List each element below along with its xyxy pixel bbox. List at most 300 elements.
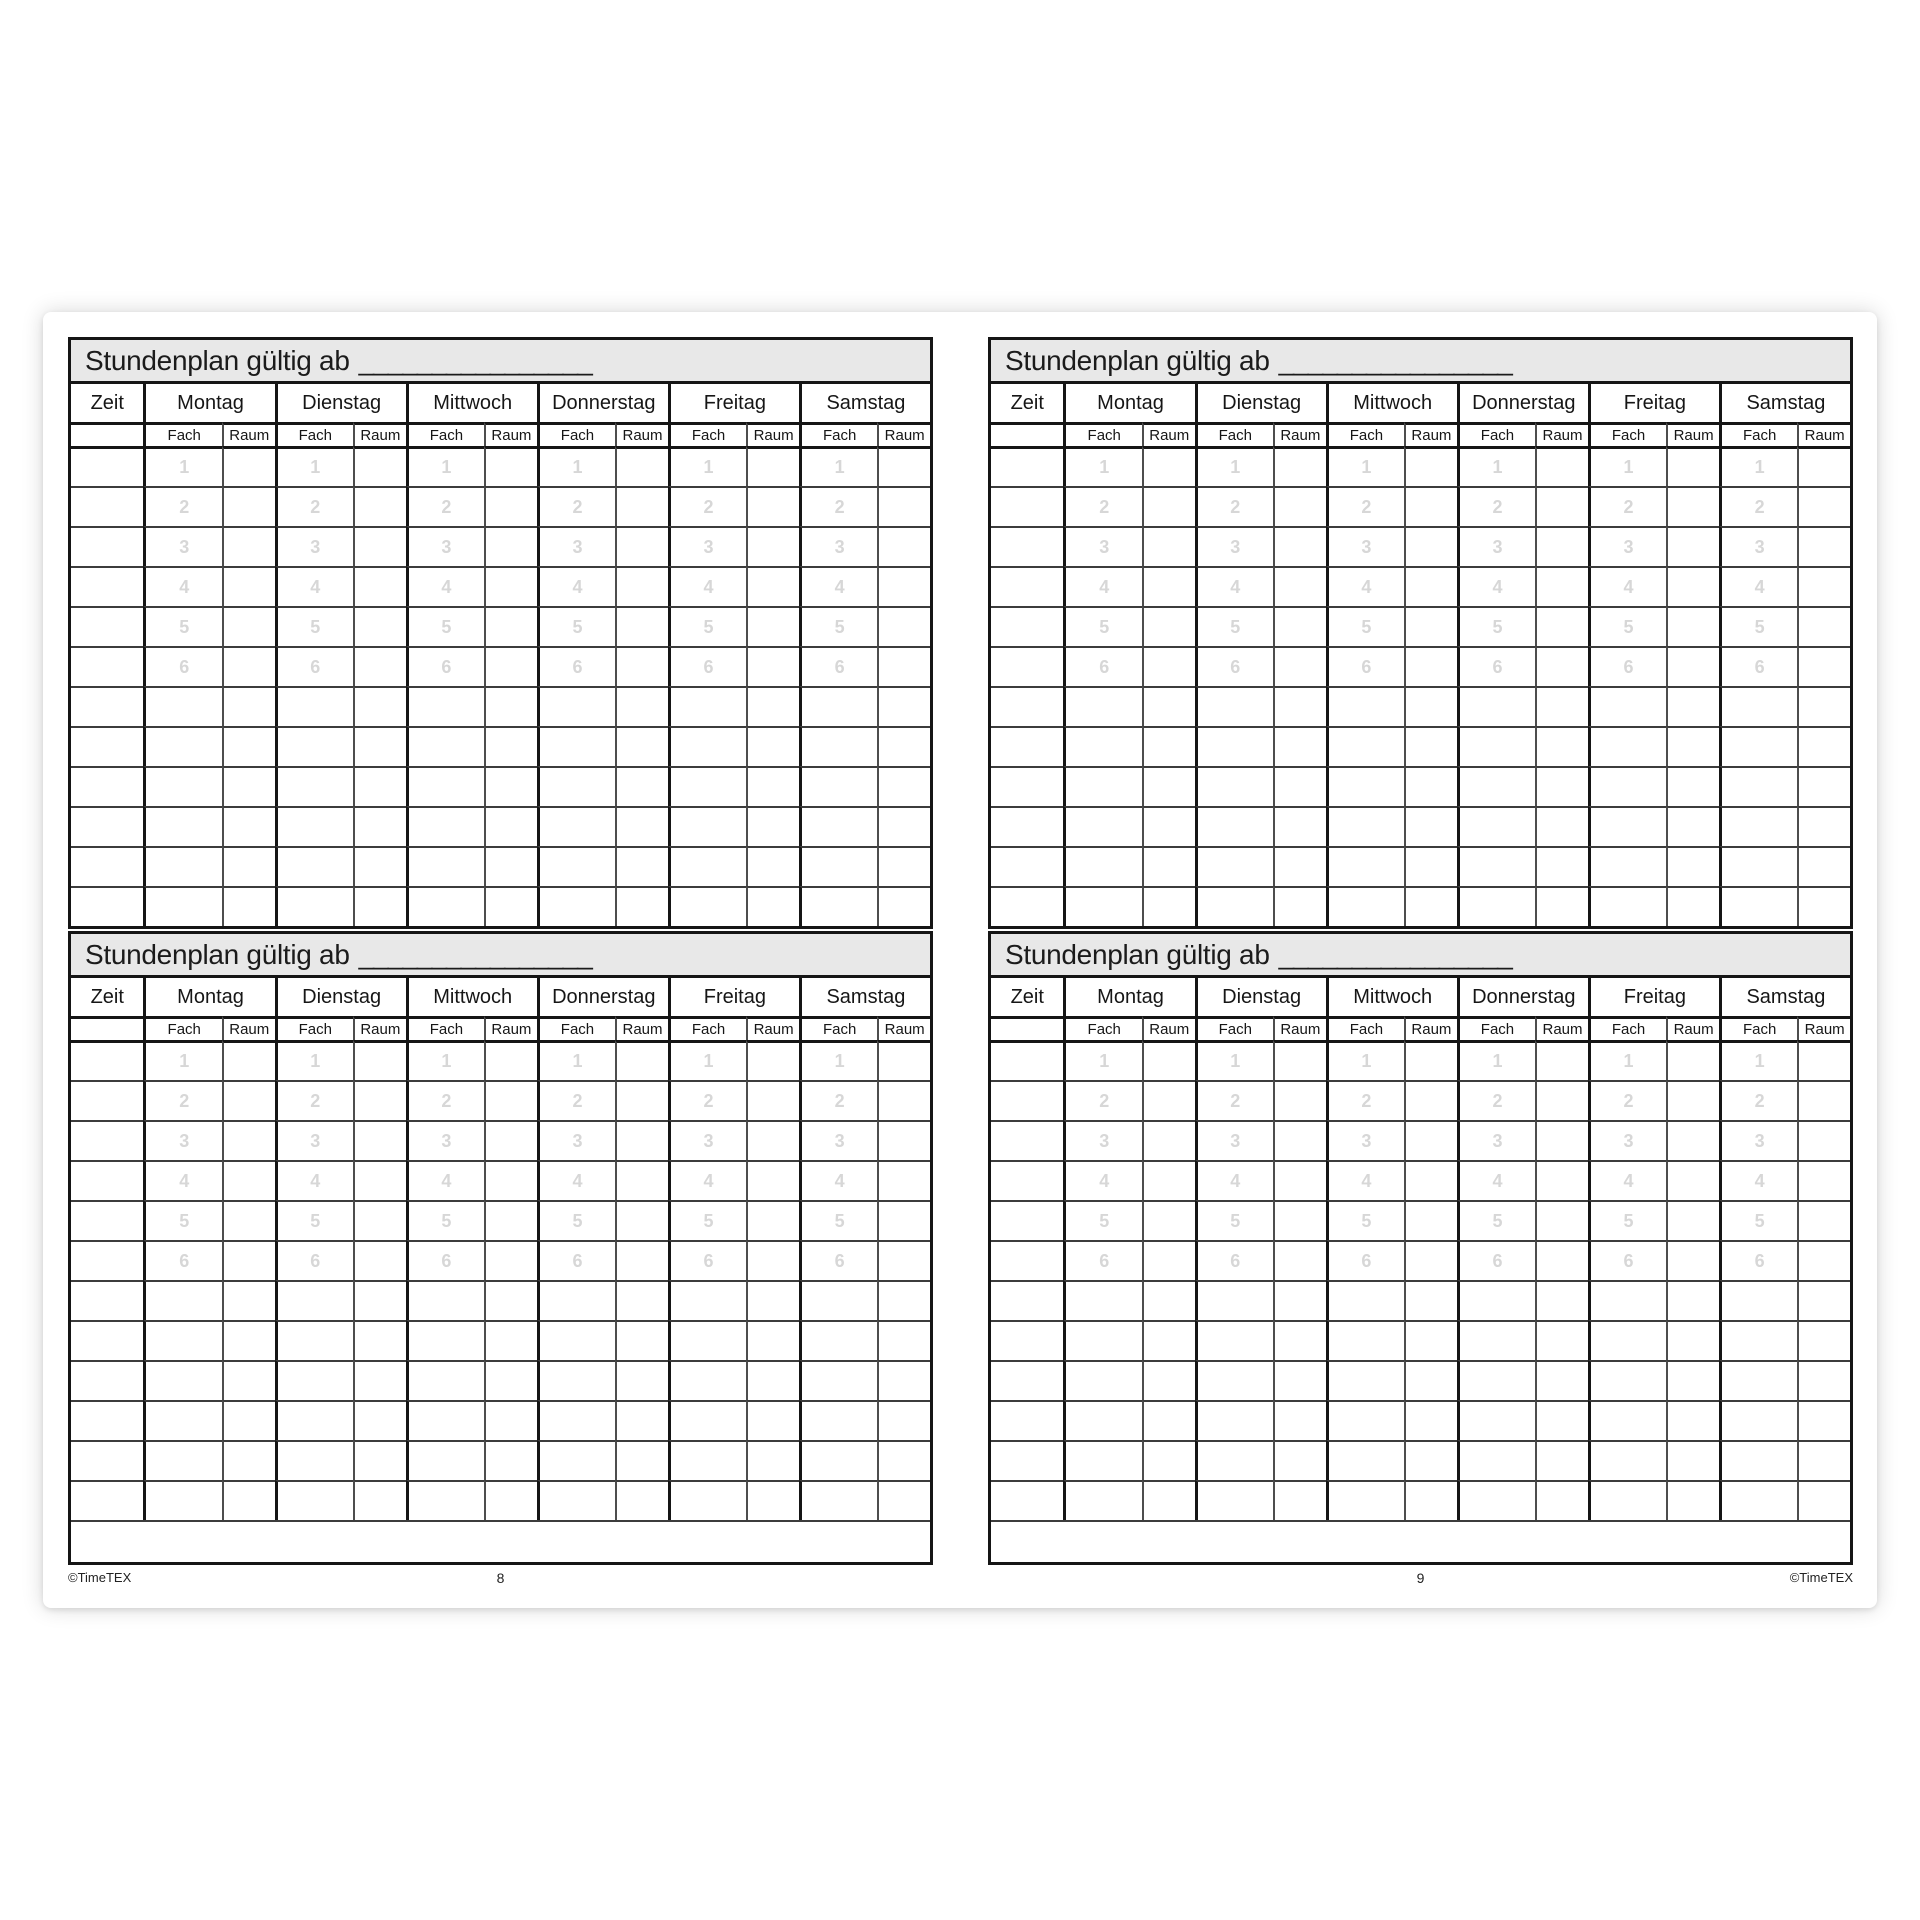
raum-subheader-cell-mittwoch: Raum	[1404, 422, 1457, 446]
zeit-body-cell	[991, 1200, 1063, 1240]
period-number-cell-samstag: 6	[1719, 646, 1797, 686]
fach-body-cell-mittwoch	[406, 1440, 484, 1480]
fach-body-cell-dienstag	[1195, 806, 1273, 846]
raum-body-cell-dienstag	[353, 1400, 406, 1440]
raum-body-cell-dienstag	[1273, 1360, 1326, 1400]
raum-subheader-cell-donnerstag: Raum	[1535, 1016, 1588, 1040]
raum-body-cell-dienstag	[1273, 446, 1326, 486]
raum-subheader-cell-dienstag: Raum	[353, 1016, 406, 1040]
period-number-cell-dienstag: 6	[1195, 1240, 1273, 1280]
fach-body-cell-donnerstag	[537, 1280, 615, 1320]
raum-body-cell-mittwoch	[484, 1360, 537, 1400]
fach-body-cell-samstag	[1719, 1280, 1797, 1320]
raum-body-cell-donnerstag	[615, 526, 668, 566]
raum-body-cell-montag	[1142, 1360, 1195, 1400]
period-number-cell-freitag: 3	[1588, 1120, 1666, 1160]
fach-body-cell-dienstag	[1195, 1360, 1273, 1400]
raum-body-cell-freitag	[1666, 766, 1719, 806]
raum-body-cell-dienstag	[1273, 1080, 1326, 1120]
period-number-cell-mittwoch: 6	[1326, 646, 1404, 686]
raum-body-cell-freitag	[1666, 566, 1719, 606]
raum-body-cell-montag	[222, 806, 275, 846]
raum-body-cell-dienstag	[1273, 686, 1326, 726]
raum-body-cell-freitag	[1666, 1040, 1719, 1080]
zeit-header-cell: Zeit	[991, 384, 1063, 422]
raum-body-cell-freitag	[1666, 486, 1719, 526]
period-number-cell-donnerstag: 5	[537, 1200, 615, 1240]
raum-body-cell-montag	[1142, 1040, 1195, 1080]
raum-body-cell-donnerstag	[1535, 606, 1588, 646]
zeit-body-cell	[991, 1120, 1063, 1160]
period-number-cell-freitag: 2	[1588, 1080, 1666, 1120]
title-blank-line: ________________	[1278, 938, 1512, 970]
period-number-cell-montag: 5	[143, 1200, 221, 1240]
raum-body-cell-mittwoch	[484, 726, 537, 766]
raum-body-cell-freitag	[746, 1320, 799, 1360]
period-number-cell-mittwoch: 6	[406, 646, 484, 686]
raum-body-cell-montag	[222, 1240, 275, 1280]
zeit-body-cell	[991, 766, 1063, 806]
day-header-cell-montag: Montag	[1063, 384, 1194, 422]
raum-body-cell-samstag	[1797, 726, 1850, 766]
day-header-cell-freitag: Freitag	[668, 978, 799, 1016]
day-header-cell-samstag: Samstag	[1719, 384, 1850, 422]
raum-body-cell-freitag	[746, 846, 799, 886]
period-number-cell-donnerstag: 5	[537, 606, 615, 646]
raum-body-cell-freitag	[746, 1440, 799, 1480]
fach-body-cell-mittwoch	[1326, 726, 1404, 766]
fach-subheader-cell-dienstag: Fach	[275, 422, 353, 446]
zeit-body-cell	[71, 1240, 143, 1280]
fach-subheader-cell-dienstag: Fach	[1195, 422, 1273, 446]
raum-subheader-cell-montag: Raum	[222, 1016, 275, 1040]
period-number-cell-samstag: 1	[1719, 1040, 1797, 1080]
raum-body-cell-dienstag	[1273, 1480, 1326, 1520]
raum-subheader-cell-mittwoch: Raum	[1404, 1016, 1457, 1040]
fach-body-cell-freitag	[1588, 1360, 1666, 1400]
raum-subheader-cell-samstag: Raum	[1797, 422, 1850, 446]
period-number-cell-freitag: 5	[1588, 606, 1666, 646]
fach-body-cell-freitag	[1588, 1440, 1666, 1480]
period-number-cell-montag: 4	[143, 1160, 221, 1200]
fach-body-cell-samstag	[1719, 1400, 1797, 1440]
fach-body-cell-montag	[143, 1280, 221, 1320]
period-number-cell-dienstag: 1	[275, 1040, 353, 1080]
period-number-cell-montag: 2	[143, 1080, 221, 1120]
raum-body-cell-samstag	[877, 686, 930, 726]
raum-body-cell-samstag	[877, 766, 930, 806]
fach-body-cell-samstag	[1719, 766, 1797, 806]
fach-body-cell-donnerstag	[537, 686, 615, 726]
raum-body-cell-donnerstag	[1535, 766, 1588, 806]
period-number-cell-montag: 6	[1063, 646, 1141, 686]
zeit-body-cell	[71, 1160, 143, 1200]
raum-body-cell-donnerstag	[615, 1320, 668, 1360]
raum-body-cell-dienstag	[1273, 606, 1326, 646]
period-number-cell-freitag: 4	[668, 566, 746, 606]
period-number-cell-montag: 2	[1063, 486, 1141, 526]
period-number-cell-mittwoch: 1	[1326, 1040, 1404, 1080]
period-number-cell-montag: 1	[143, 1040, 221, 1080]
raum-body-cell-samstag	[877, 646, 930, 686]
raum-body-cell-donnerstag	[615, 1240, 668, 1280]
period-number-cell-donnerstag: 3	[1457, 1120, 1535, 1160]
timetable-title-bar	[991, 340, 1850, 384]
fach-subheader-cell-montag: Fach	[1063, 1016, 1141, 1040]
fach-body-cell-donnerstag	[537, 766, 615, 806]
fach-body-cell-montag	[143, 1360, 221, 1400]
zeit-body-cell	[71, 1120, 143, 1160]
raum-body-cell-mittwoch	[1404, 846, 1457, 886]
fach-body-cell-mittwoch	[406, 1280, 484, 1320]
fach-body-cell-mittwoch	[406, 846, 484, 886]
fach-body-cell-freitag	[1588, 1400, 1666, 1440]
raum-body-cell-donnerstag	[1535, 486, 1588, 526]
raum-body-cell-dienstag	[353, 486, 406, 526]
fach-body-cell-samstag	[1719, 1480, 1797, 1520]
timetable-title-bar	[991, 934, 1850, 978]
zeit-body-cell	[71, 1200, 143, 1240]
raum-subheader-cell-samstag: Raum	[877, 1016, 930, 1040]
raum-body-cell-montag	[222, 1320, 275, 1360]
period-number-cell-freitag: 1	[1588, 446, 1666, 486]
raum-subheader-cell-donnerstag: Raum	[1535, 422, 1588, 446]
raum-body-cell-dienstag	[1273, 1040, 1326, 1080]
raum-subheader-cell-donnerstag: Raum	[615, 1016, 668, 1040]
raum-body-cell-dienstag	[353, 446, 406, 486]
zeit-body-cell	[991, 1440, 1063, 1480]
raum-body-cell-montag	[222, 566, 275, 606]
raum-body-cell-montag	[1142, 566, 1195, 606]
fach-subheader-cell-mittwoch: Fach	[1326, 1016, 1404, 1040]
raum-body-cell-freitag	[1666, 1360, 1719, 1400]
raum-body-cell-donnerstag	[615, 566, 668, 606]
period-number-cell-samstag: 5	[799, 606, 877, 646]
day-header-cell-montag: Montag	[143, 384, 274, 422]
raum-body-cell-montag	[1142, 486, 1195, 526]
fach-body-cell-mittwoch	[406, 1400, 484, 1440]
raum-body-cell-mittwoch	[484, 1280, 537, 1320]
raum-body-cell-donnerstag	[1535, 686, 1588, 726]
fach-body-cell-mittwoch	[406, 1360, 484, 1400]
period-number-cell-montag: 3	[1063, 526, 1141, 566]
zeit-body-cell	[71, 606, 143, 646]
period-number-cell-freitag: 6	[668, 646, 746, 686]
raum-body-cell-samstag	[877, 806, 930, 846]
fach-body-cell-mittwoch	[1326, 1280, 1404, 1320]
timetable-grid	[71, 978, 930, 1562]
raum-body-cell-samstag	[1797, 566, 1850, 606]
raum-body-cell-donnerstag	[1535, 1480, 1588, 1520]
fach-body-cell-samstag	[1719, 846, 1797, 886]
period-number-cell-dienstag: 5	[275, 606, 353, 646]
raum-body-cell-donnerstag	[1535, 1080, 1588, 1120]
page-left-tables	[68, 337, 933, 1565]
period-number-cell-donnerstag: 3	[1457, 526, 1535, 566]
raum-body-cell-samstag	[877, 1440, 930, 1480]
zeit-body-cell	[71, 486, 143, 526]
fach-body-cell-donnerstag	[537, 886, 615, 926]
period-number-cell-mittwoch: 3	[1326, 526, 1404, 566]
raum-subheader-cell-freitag: Raum	[746, 1016, 799, 1040]
period-number-cell-mittwoch: 6	[1326, 1240, 1404, 1280]
raum-body-cell-mittwoch	[1404, 446, 1457, 486]
raum-body-cell-samstag	[1797, 1120, 1850, 1160]
title-blank-line: ________________	[358, 938, 592, 970]
raum-subheader-cell-dienstag: Raum	[353, 422, 406, 446]
zeit-body-cell	[71, 1480, 143, 1520]
raum-body-cell-samstag	[877, 446, 930, 486]
raum-body-cell-samstag	[877, 1160, 930, 1200]
zeit-body-cell	[991, 1040, 1063, 1080]
fach-body-cell-freitag	[1588, 766, 1666, 806]
fach-subheader-cell-freitag: Fach	[1588, 1016, 1666, 1040]
fach-body-cell-freitag	[1588, 726, 1666, 766]
day-header-cell-samstag: Samstag	[799, 978, 930, 1016]
raum-body-cell-samstag	[1797, 1280, 1850, 1320]
fach-body-cell-mittwoch	[1326, 1400, 1404, 1440]
raum-body-cell-montag	[222, 1440, 275, 1480]
fach-body-cell-montag	[1063, 686, 1141, 726]
fach-body-cell-freitag	[1588, 846, 1666, 886]
raum-body-cell-samstag	[877, 1480, 930, 1520]
period-number-cell-dienstag: 6	[1195, 646, 1273, 686]
fach-body-cell-donnerstag	[1457, 886, 1535, 926]
raum-body-cell-montag	[1142, 1160, 1195, 1200]
fach-body-cell-samstag	[1719, 1360, 1797, 1400]
fach-body-cell-freitag	[668, 1360, 746, 1400]
raum-body-cell-freitag	[1666, 1160, 1719, 1200]
title-blank-line: ________________	[358, 344, 592, 376]
period-number-cell-montag: 5	[1063, 1200, 1141, 1240]
period-number-cell-dienstag: 1	[275, 446, 353, 486]
raum-body-cell-montag	[1142, 1200, 1195, 1240]
fach-subheader-cell-freitag: Fach	[1588, 422, 1666, 446]
raum-body-cell-samstag	[877, 606, 930, 646]
raum-body-cell-donnerstag	[615, 1160, 668, 1200]
fach-body-cell-mittwoch	[406, 726, 484, 766]
raum-body-cell-donnerstag	[1535, 1160, 1588, 1200]
fach-body-cell-dienstag	[1195, 686, 1273, 726]
raum-body-cell-mittwoch	[1404, 486, 1457, 526]
fach-body-cell-samstag	[1719, 1440, 1797, 1480]
zeit-body-cell	[991, 446, 1063, 486]
fach-subheader-cell-donnerstag: Fach	[537, 1016, 615, 1040]
fach-body-cell-dienstag	[1195, 886, 1273, 926]
raum-body-cell-mittwoch	[1404, 766, 1457, 806]
zeit-body-cell	[991, 526, 1063, 566]
zeit-body-cell	[991, 1280, 1063, 1320]
raum-body-cell-donnerstag	[615, 1280, 668, 1320]
period-number-cell-freitag: 5	[668, 606, 746, 646]
raum-body-cell-samstag	[1797, 526, 1850, 566]
page-right-footer	[988, 1570, 1853, 1586]
fach-body-cell-samstag	[799, 806, 877, 846]
fach-body-cell-dienstag	[275, 806, 353, 846]
period-number-cell-freitag: 1	[668, 446, 746, 486]
fach-subheader-cell-donnerstag: Fach	[1457, 1016, 1535, 1040]
zeit-body-cell	[991, 486, 1063, 526]
fach-subheader-cell-freitag: Fach	[668, 1016, 746, 1040]
raum-body-cell-mittwoch	[484, 806, 537, 846]
raum-body-cell-freitag	[746, 726, 799, 766]
raum-body-cell-dienstag	[353, 766, 406, 806]
raum-body-cell-montag	[222, 1200, 275, 1240]
raum-body-cell-dienstag	[1273, 646, 1326, 686]
fach-body-cell-samstag	[1719, 1320, 1797, 1360]
fach-subheader-cell-donnerstag: Fach	[1457, 422, 1535, 446]
fach-body-cell-donnerstag	[537, 1480, 615, 1520]
raum-body-cell-samstag	[877, 846, 930, 886]
raum-subheader-cell-freitag: Raum	[1666, 1016, 1719, 1040]
raum-body-cell-donnerstag	[1535, 846, 1588, 886]
period-number-cell-montag: 5	[143, 606, 221, 646]
raum-body-cell-montag	[1142, 1480, 1195, 1520]
fach-body-cell-dienstag	[275, 846, 353, 886]
period-number-cell-mittwoch: 2	[406, 1080, 484, 1120]
period-number-cell-montag: 4	[1063, 566, 1141, 606]
period-number-cell-montag: 6	[143, 1240, 221, 1280]
day-header-cell-mittwoch: Mittwoch	[406, 978, 537, 1016]
raum-body-cell-mittwoch	[484, 766, 537, 806]
day-header-cell-donnerstag: Donnerstag	[1457, 978, 1588, 1016]
page-right-tables	[988, 337, 1853, 1565]
raum-body-cell-donnerstag	[615, 766, 668, 806]
period-number-cell-mittwoch: 1	[406, 1040, 484, 1080]
raum-body-cell-dienstag	[353, 1440, 406, 1480]
page-number: 9	[1416, 1570, 1425, 1586]
fach-body-cell-dienstag	[275, 1360, 353, 1400]
raum-body-cell-montag	[222, 646, 275, 686]
raum-body-cell-freitag	[1666, 446, 1719, 486]
raum-body-cell-donnerstag	[1535, 646, 1588, 686]
raum-body-cell-freitag	[746, 1240, 799, 1280]
fach-body-cell-donnerstag	[1457, 1360, 1535, 1400]
period-number-cell-donnerstag: 5	[1457, 1200, 1535, 1240]
fach-body-cell-mittwoch	[406, 686, 484, 726]
period-number-cell-mittwoch: 3	[1326, 1120, 1404, 1160]
fach-subheader-cell-mittwoch: Fach	[406, 422, 484, 446]
fach-body-cell-dienstag	[275, 686, 353, 726]
fach-body-cell-mittwoch	[406, 886, 484, 926]
fach-body-cell-montag	[143, 1480, 221, 1520]
day-header-cell-dienstag: Dienstag	[275, 978, 406, 1016]
period-number-cell-mittwoch: 5	[1326, 606, 1404, 646]
raum-body-cell-dienstag	[1273, 1160, 1326, 1200]
raum-body-cell-donnerstag	[1535, 1240, 1588, 1280]
raum-body-cell-samstag	[877, 1200, 930, 1240]
raum-body-cell-mittwoch	[484, 566, 537, 606]
zeit-body-cell	[71, 446, 143, 486]
period-number-cell-mittwoch: 5	[1326, 1200, 1404, 1240]
raum-body-cell-freitag	[746, 886, 799, 926]
period-number-cell-dienstag: 6	[275, 646, 353, 686]
period-number-cell-samstag: 5	[1719, 1200, 1797, 1240]
fach-subheader-cell-dienstag: Fach	[1195, 1016, 1273, 1040]
raum-body-cell-mittwoch	[1404, 1320, 1457, 1360]
raum-body-cell-donnerstag	[1535, 526, 1588, 566]
period-number-cell-montag: 5	[1063, 606, 1141, 646]
raum-body-cell-donnerstag	[615, 1400, 668, 1440]
period-number-cell-dienstag: 3	[1195, 526, 1273, 566]
fach-body-cell-donnerstag	[537, 806, 615, 846]
zeit-body-cell	[71, 646, 143, 686]
raum-subheader-cell-montag: Raum	[222, 422, 275, 446]
raum-body-cell-dienstag	[1273, 846, 1326, 886]
fach-body-cell-freitag	[668, 766, 746, 806]
raum-body-cell-dienstag	[1273, 1240, 1326, 1280]
fach-body-cell-freitag	[1588, 1480, 1666, 1520]
raum-body-cell-dienstag	[353, 1280, 406, 1320]
zeit-header-cell: Zeit	[71, 978, 143, 1016]
raum-body-cell-freitag	[746, 1040, 799, 1080]
raum-body-cell-montag	[222, 1480, 275, 1520]
raum-body-cell-mittwoch	[1404, 1400, 1457, 1440]
period-number-cell-samstag: 4	[799, 1160, 877, 1200]
zeit-body-cell	[991, 646, 1063, 686]
raum-body-cell-freitag	[1666, 1120, 1719, 1160]
raum-body-cell-montag	[1142, 1280, 1195, 1320]
fach-body-cell-montag	[1063, 1440, 1141, 1480]
raum-body-cell-samstag	[1797, 766, 1850, 806]
zeit-header-cell: Zeit	[991, 978, 1063, 1016]
raum-body-cell-freitag	[746, 1280, 799, 1320]
raum-body-cell-dienstag	[353, 806, 406, 846]
period-number-cell-montag: 4	[143, 566, 221, 606]
fach-body-cell-dienstag	[1195, 1400, 1273, 1440]
raum-body-cell-dienstag	[353, 1040, 406, 1080]
fach-body-cell-samstag	[799, 1440, 877, 1480]
raum-body-cell-freitag	[1666, 726, 1719, 766]
raum-body-cell-freitag	[746, 646, 799, 686]
raum-body-cell-mittwoch	[484, 1080, 537, 1120]
period-number-cell-dienstag: 6	[275, 1240, 353, 1280]
raum-body-cell-montag	[222, 846, 275, 886]
raum-body-cell-donnerstag	[615, 846, 668, 886]
raum-body-cell-samstag	[1797, 1040, 1850, 1080]
period-number-cell-montag: 1	[1063, 446, 1141, 486]
fach-body-cell-dienstag	[275, 1280, 353, 1320]
raum-body-cell-donnerstag	[615, 1080, 668, 1120]
fach-body-cell-dienstag	[275, 1440, 353, 1480]
raum-body-cell-samstag	[877, 1040, 930, 1080]
period-number-cell-freitag: 3	[668, 1120, 746, 1160]
period-number-cell-samstag: 5	[1719, 606, 1797, 646]
day-header-cell-samstag: Samstag	[799, 384, 930, 422]
raum-body-cell-freitag	[746, 766, 799, 806]
fach-body-cell-montag	[1063, 806, 1141, 846]
fach-body-cell-freitag	[668, 1280, 746, 1320]
title-blank-line: ________________	[1278, 344, 1512, 376]
zeit-body-cell	[71, 1280, 143, 1320]
raum-subheader-cell-mittwoch: Raum	[484, 422, 537, 446]
period-number-cell-montag: 3	[143, 1120, 221, 1160]
zeit-body-cell	[71, 566, 143, 606]
zeit-subheader-cell	[991, 1016, 1063, 1040]
raum-body-cell-donnerstag	[615, 1360, 668, 1400]
raum-body-cell-montag	[1142, 526, 1195, 566]
day-header-cell-freitag: Freitag	[668, 384, 799, 422]
raum-body-cell-dienstag	[353, 526, 406, 566]
fach-body-cell-montag	[1063, 1280, 1141, 1320]
raum-body-cell-montag	[1142, 446, 1195, 486]
fach-body-cell-mittwoch	[1326, 1480, 1404, 1520]
raum-body-cell-mittwoch	[1404, 726, 1457, 766]
fach-body-cell-montag	[1063, 1320, 1141, 1360]
fach-subheader-cell-montag: Fach	[143, 1016, 221, 1040]
raum-subheader-cell-mittwoch: Raum	[484, 1016, 537, 1040]
period-number-cell-freitag: 2	[668, 486, 746, 526]
